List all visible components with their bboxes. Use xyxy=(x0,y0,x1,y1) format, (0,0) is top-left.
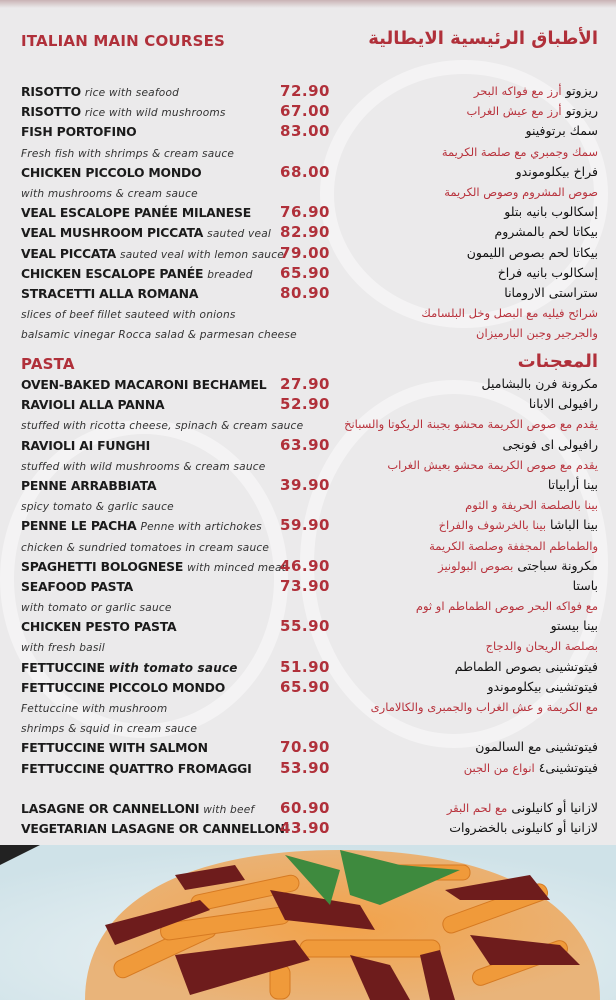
menu-item-description xyxy=(0,456,616,476)
item-arabic xyxy=(465,497,598,512)
item-arabic xyxy=(516,164,598,179)
item-description: breaded xyxy=(207,268,253,281)
top-border xyxy=(0,0,616,8)
item-english xyxy=(21,720,197,735)
item-english xyxy=(21,478,156,493)
item-name: CHICKEN PESTO PASTA xyxy=(21,619,177,635)
menu-item xyxy=(0,799,616,819)
item-description: chicken & sundried tomatoes in cream sauce xyxy=(21,541,270,554)
item-description-arabic: سمك وجمبري مع صلصة الكريمة xyxy=(441,144,598,159)
item-english xyxy=(21,821,289,836)
item-description: shrimps & squid in cream sauce xyxy=(21,723,198,736)
item-name: FETTUCCINE xyxy=(21,659,105,675)
item-name-arabic: رافيولى اى فونجى xyxy=(502,436,598,452)
menu-item xyxy=(0,122,616,142)
item-name-arabic: لازانيا أو كانيلونى بالخضروات xyxy=(449,819,598,835)
item-name: RAVIOLI ALLA PANNA xyxy=(21,397,165,413)
item-name-arabic: لازانيا أو كانيلونى xyxy=(511,799,598,815)
item-description: Fettuccine with mushroom xyxy=(21,703,168,715)
item-name: FISH PORTOFINO xyxy=(21,124,137,140)
item-english xyxy=(21,559,286,574)
item-arabic xyxy=(504,204,598,219)
item-name-arabic: بينا بيستو xyxy=(550,618,598,634)
item-name: VEAL ESCALOPE PANÉE MILANESE xyxy=(21,205,251,221)
item-name-arabic: بينا الباشا xyxy=(550,517,598,533)
item-english xyxy=(21,579,133,594)
menu-item-description xyxy=(0,718,616,738)
item-english xyxy=(21,165,201,180)
menu-item xyxy=(0,738,616,758)
item-description: rice with seafood xyxy=(84,87,180,99)
item-english xyxy=(21,104,226,119)
item-name-arabic: ستراستى الارومانا xyxy=(504,284,598,300)
item-price: 46.90 xyxy=(280,556,330,575)
item-name-arabic: ريزوتو xyxy=(565,103,598,119)
menu-item-description xyxy=(0,537,616,557)
item-name: RAVIOLI AI FUNGHI xyxy=(21,437,151,453)
item-price: 72.90 xyxy=(280,82,330,100)
item-english xyxy=(21,306,236,321)
item-english xyxy=(21,377,267,392)
menu-item-description xyxy=(0,597,616,617)
item-name: CHICKEN PICCOLO MONDO xyxy=(21,164,202,180)
item-arabic xyxy=(439,517,598,532)
item-name: LASAGNE OR CANNELLONI xyxy=(21,800,200,816)
item-description: stuffed with ricotta cheese, spinach & cream sauce xyxy=(21,420,304,433)
item-english xyxy=(21,417,303,432)
menu-item xyxy=(0,658,616,678)
item-price: 60.90 xyxy=(280,798,330,817)
menu-list xyxy=(0,799,616,839)
item-english xyxy=(21,801,254,816)
item-english xyxy=(21,518,262,533)
item-english xyxy=(21,660,238,675)
section-title-en: ITALIAN MAIN COURSES xyxy=(21,32,226,50)
item-description-arabic: شرائح فيليه مع البصل وخل البلسامك xyxy=(421,306,598,321)
item-description-arabic: صوص المشروم وصوص الكريمة xyxy=(444,184,598,199)
item-price: 80.90 xyxy=(280,283,330,302)
item-arabic xyxy=(476,325,598,340)
item-description: with beef xyxy=(203,803,255,816)
menu-item xyxy=(0,516,616,536)
item-arabic xyxy=(502,437,598,452)
item-english xyxy=(21,599,172,614)
item-name-arabic: بينا أرابياتا xyxy=(547,476,598,492)
item-english xyxy=(21,246,284,261)
item-price: 79.00 xyxy=(280,243,330,262)
item-arabic xyxy=(504,285,598,300)
item-arabic xyxy=(548,477,598,492)
item-arabic xyxy=(466,103,598,118)
item-name-arabic: مكرونة فرن بالبشاميل xyxy=(481,376,598,391)
menu-item xyxy=(0,557,616,577)
item-arabic xyxy=(421,305,598,320)
item-name: SEAFOOD PASTA xyxy=(21,578,134,594)
item-description-arabic: بينا بالصلصة الحريفة و الثوم xyxy=(465,498,598,513)
menu-item xyxy=(0,395,616,415)
item-arabic xyxy=(551,618,598,633)
pasta-section xyxy=(0,351,616,839)
menu-item xyxy=(0,436,616,456)
item-name: VEAL MUSHROOM PICCATA xyxy=(21,225,204,241)
item-price: 39.90 xyxy=(280,475,330,494)
item-english xyxy=(21,205,251,220)
item-english xyxy=(21,740,208,755)
item-name: FETTUCCINE PICCOLO MONDO xyxy=(21,679,226,695)
item-description: Penne with artichokes xyxy=(140,521,262,534)
section-header xyxy=(0,351,616,375)
item-arabic xyxy=(416,598,598,613)
item-price: 65.90 xyxy=(280,677,330,696)
item-arabic xyxy=(494,224,598,239)
item-arabic xyxy=(442,144,598,159)
menu-item-description xyxy=(0,304,616,324)
item-english xyxy=(21,438,150,453)
item-arabic xyxy=(444,184,598,199)
item-name: CHICKEN ESCALOPE PANÉE xyxy=(21,265,204,281)
item-english xyxy=(21,639,105,654)
item-arabic xyxy=(475,739,598,754)
item-name: FETTUCCINE WITH SALMON xyxy=(21,740,208,756)
item-arabic xyxy=(482,376,598,391)
item-name-arabic: بيكاتا لحم بالمشروم xyxy=(494,224,598,240)
item-arabic xyxy=(447,800,598,815)
item-name: PENNE ARRABBIATA xyxy=(21,477,157,493)
item-arabic xyxy=(344,416,598,431)
item-name: PENNE LE PACHA xyxy=(21,518,137,534)
item-name: OVEN-BAKED MACARONI BECHAMEL xyxy=(21,377,267,392)
item-english xyxy=(21,145,234,160)
item-arabic xyxy=(573,578,598,593)
item-english xyxy=(21,458,266,473)
item-english xyxy=(21,266,253,281)
item-price: 65.90 xyxy=(280,263,330,282)
item-arabic xyxy=(467,245,598,260)
item-arabic xyxy=(474,83,598,98)
item-name-arabic: فيتوتشينى مع السالمون xyxy=(475,739,598,755)
item-price: 68.00 xyxy=(280,162,330,181)
item-name-arabic: فراخ بيكلوموندو xyxy=(515,163,598,179)
item-description: with mushrooms & cream sauce xyxy=(21,187,198,200)
item-description: with tomato sauce xyxy=(108,660,238,675)
item-english xyxy=(21,700,167,715)
item-english xyxy=(21,397,164,412)
item-description: with tomato or garlic sauce xyxy=(21,602,172,615)
item-description-arabic: بينا بالخرشوف والفراخ xyxy=(438,518,547,533)
section-title-ar: المعجنات xyxy=(517,351,598,372)
item-price: 59.90 xyxy=(280,516,330,535)
item-name-arabic: فيتوتشينى بيكلوموندو xyxy=(487,678,598,694)
menu-list xyxy=(0,82,616,344)
menu-item xyxy=(0,284,616,304)
item-name-arabic: مكرونة سباجتى xyxy=(517,557,598,573)
item-name-arabic: باستا xyxy=(572,577,598,593)
item-description: balsamic vinegar Rocca salad & parmesan cheese xyxy=(21,329,297,342)
main-courses-section xyxy=(0,28,616,344)
item-description-arabic: يقدم مع صوص الكريمة محشو بعيش الغراب xyxy=(387,457,598,472)
menu-item-description xyxy=(0,496,616,516)
item-description-arabic: مع فواكه البحر صوص الطماطم او ثوم xyxy=(415,599,598,614)
item-name-arabic: فيتوتشينى بصوص الطماطم xyxy=(454,658,598,674)
menu-item xyxy=(0,476,616,496)
item-english xyxy=(21,124,136,139)
item-price: 70.90 xyxy=(280,738,330,757)
item-description-arabic: بصلصة الريحان والدجاج xyxy=(485,639,598,654)
menu-item xyxy=(0,759,616,779)
item-price: 73.90 xyxy=(280,576,330,595)
menu-item-description xyxy=(0,637,616,657)
item-description: sauted veal with lemon sauce xyxy=(120,248,284,261)
item-description-arabic: والجرجير وجبن البارميزان xyxy=(476,326,598,341)
item-arabic xyxy=(438,558,598,573)
item-arabic xyxy=(486,638,598,653)
menu-item-description xyxy=(0,698,616,718)
menu-item xyxy=(0,678,616,698)
menu-item xyxy=(0,223,616,243)
item-name: VEAL PICCATA xyxy=(21,245,117,261)
menu-item xyxy=(0,244,616,264)
menu-item-description xyxy=(0,183,616,203)
menu-item xyxy=(0,102,616,122)
item-english xyxy=(21,225,271,240)
item-description: slices of beef fillet sauteed with onions xyxy=(21,309,236,322)
item-name-arabic: بيكاتا لحم بصوص الليمون xyxy=(466,244,598,260)
item-english xyxy=(21,326,297,341)
menu-item-description xyxy=(0,415,616,435)
item-english xyxy=(21,619,176,634)
item-english xyxy=(21,498,174,513)
item-name-arabic: فيتوتشينى٤ xyxy=(538,759,598,775)
section-title-en: PASTA xyxy=(21,355,75,373)
menu-item xyxy=(0,163,616,183)
item-price: 55.90 xyxy=(280,617,330,636)
item-price: 63.90 xyxy=(280,435,330,454)
item-price: 27.90 xyxy=(280,375,330,393)
menu-item-description xyxy=(0,143,616,163)
menu-item xyxy=(0,203,616,223)
item-description-arabic: انواع من الجبن xyxy=(463,760,535,775)
item-price: 76.90 xyxy=(280,203,330,222)
item-description-arabic: يقدم مع صوص الكريمة محشو بجبنة الريكوتا والسبانخ xyxy=(344,417,598,432)
item-description: with minced meat xyxy=(187,561,287,574)
item-name: STRACETTI ALLA ROMANA xyxy=(21,285,199,301)
item-price: 53.90 xyxy=(280,758,330,777)
item-description: with fresh basil xyxy=(21,642,105,655)
item-description: spicy tomato & garlic sauce xyxy=(21,501,174,514)
item-name-arabic: رافيولى الابانا xyxy=(528,396,598,412)
pasta-dish-photo xyxy=(0,845,616,1000)
item-description-arabic: مع لحم البقر xyxy=(446,800,508,815)
item-name-arabic: إسكالوب بانيه بتلو xyxy=(504,204,598,220)
section-header xyxy=(0,28,616,56)
item-name-arabic: ريزوتو xyxy=(565,83,598,98)
item-name: VEGETARIAN LASAGNE OR CANNELLONI xyxy=(21,820,290,836)
item-description-arabic: أرز مع عيش الغراب xyxy=(466,104,562,119)
item-name: FETTUCCINE QUATTRO FROMAGGI xyxy=(21,760,252,776)
item-arabic xyxy=(429,538,598,553)
item-price: 51.90 xyxy=(280,657,330,676)
menu-list xyxy=(0,375,616,779)
item-description-arabic: بصوص البولونيز xyxy=(438,558,514,573)
item-description: stuffed with wild mushrooms & cream sauce xyxy=(21,460,266,473)
item-arabic xyxy=(526,123,599,138)
item-price: 82.90 xyxy=(280,223,330,242)
item-english xyxy=(21,84,179,99)
item-english xyxy=(21,680,225,695)
item-english xyxy=(21,286,198,301)
item-price: 67.00 xyxy=(280,102,330,121)
menu-item xyxy=(0,819,616,839)
item-arabic xyxy=(455,659,598,674)
item-english xyxy=(21,539,269,554)
item-description: sauted veal xyxy=(207,228,272,241)
menu-item xyxy=(0,82,616,102)
item-arabic xyxy=(498,265,598,280)
menu-item xyxy=(0,617,616,637)
section-title-ar: الأطباق الرئيسية الايطالية xyxy=(368,28,598,49)
item-arabic xyxy=(371,699,598,714)
item-name: RISOTTO xyxy=(21,84,81,99)
item-price: 52.90 xyxy=(280,395,330,414)
item-price: 43.90 xyxy=(280,818,330,837)
item-arabic xyxy=(529,396,598,411)
item-description-arabic: أرز مع فواكه البحر xyxy=(473,84,562,98)
item-arabic xyxy=(464,760,598,775)
item-name: RISOTTO xyxy=(21,104,81,120)
item-description: rice with wild mushrooms xyxy=(84,107,226,120)
item-price: 83.00 xyxy=(280,122,330,141)
item-english xyxy=(21,185,198,200)
menu-item xyxy=(0,375,616,395)
item-description-arabic: مع الكريمة و عش الغراب والجمبرى والكالامارى xyxy=(370,700,598,714)
item-description-arabic: والطماطم المجففة وصلصة الكريمة xyxy=(429,538,598,553)
item-arabic xyxy=(449,820,598,835)
item-name-arabic: سمك برتوفينو xyxy=(525,123,598,139)
item-description: Fresh fish with shrimps & cream sauce xyxy=(21,147,235,160)
item-arabic xyxy=(387,457,598,472)
item-name-arabic: إسكالوب بانيه فراخ xyxy=(497,264,598,280)
menu-item xyxy=(0,264,616,284)
item-english xyxy=(21,761,252,776)
menu-item xyxy=(0,577,616,597)
item-arabic xyxy=(487,679,598,694)
item-name: SPAGHETTI BOLOGNESE xyxy=(21,558,184,574)
menu-item-description xyxy=(0,324,616,344)
